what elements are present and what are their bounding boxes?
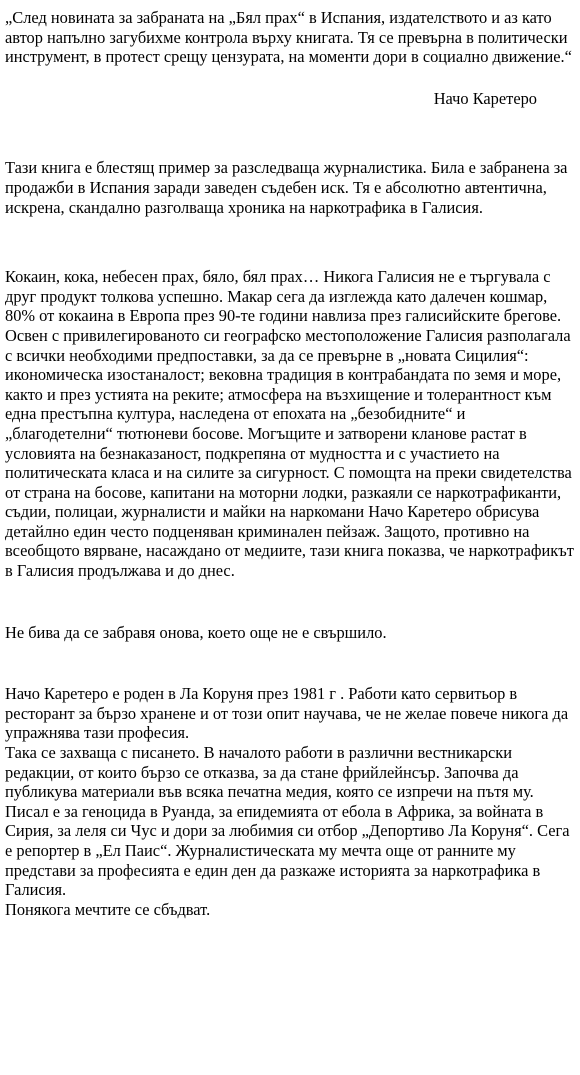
closing-line: Не бива да се забравя онова, което още не е свършило. — [5, 622, 387, 642]
author-bio-paragraph-1: Начо Каретеро е роден в Ла Коруня през 1981 г . Работи като сервитьор в ресторант за бързо хранене и от този опит научава, че не желае повече никога да упражнява тази професия. — [5, 684, 569, 743]
author-bio-paragraph-2: Така се захваща с писането. В началото работи в различни вестникарски редакции, от които бързо се отказва, за да стане фрийлейнсър. Започва да публикува материали във всяка печатна медия, която се изпречи на пътя му. Писал е за геноцида в Руанда, за епидемията от ебола в Африка, за войната в Сирия, за леля си Чус и дори за любимия си отбор „Депортиво Ла Коруня“. Сега е репортер в „Ел Паис“. Журналистическата му мечта още от ранните му представи за професията е един ден да разкаже историята за наркотрафика в Галисия. — [5, 743, 570, 900]
book-summary-paragraph: Кокаин, кока, небесен прах, бяло, бял прах… Никога Галисия не е търгувала с друг продукт толкова успешно. Макар сега да изглежда като далечен кошмар, 80% от кокаина в Европа през 90-те години навлиза през галисийските брегове. Освен с привилегированото си географско местоположение Галисия разполагала с всички необходими предпоставки, за да се превърне в „новата Сицилия“: икономическа изостаналост; вековна традиция в контрабандата по земя и море, както и през устията на реките; атмосфера на възхищение и толерантност към една престъпна култура, наследена от епохата на „безобидните“ и „благодетелни“ тютюневи босове. Могъщите и затворени кланове растат в условията на безнаказаност, подкрепяна от мудността и с участието на политическата класа и на силите за сигурност. С помощта на преки свидетелства от страна на босове, капитани на моторни лодки, разкаяли се наркотрафиканти, съдии, полицаи, журналисти и майки на наркомани Начо Каретеро обрисува детайлно един често подценяван криминален пейзаж. Защото, противно на всеобщото вярване, насаждано от медиите, тази книга показва, че наркотрафикът в Галисия продължава и до днес. — [5, 267, 574, 581]
quote-author: Начо Каретеро — [433, 88, 537, 108]
book-description-paragraph: Тази книга е блестящ пример за разследваща журналистика. Била е забранена за продажби в Испания заради заведен съдебен иск. Тя е абсолютно автентична, искрена, скандално разголваща хроника на наркотрафика в Галисия. — [5, 158, 568, 217]
document-page — [5, 8, 575, 919]
author-bio-paragraph-3: Понякога мечтите се сбъдват. — [5, 899, 211, 919]
opening-quote: „След новината за забраната на „Бял прах“ в Испания, издателството и аз като автор напълно загубихме контрола върху книгата. Тя се превърна в политически инструмент, в протест срещу цензурата, на моменти дори в социално движение.“ — [5, 8, 572, 67]
